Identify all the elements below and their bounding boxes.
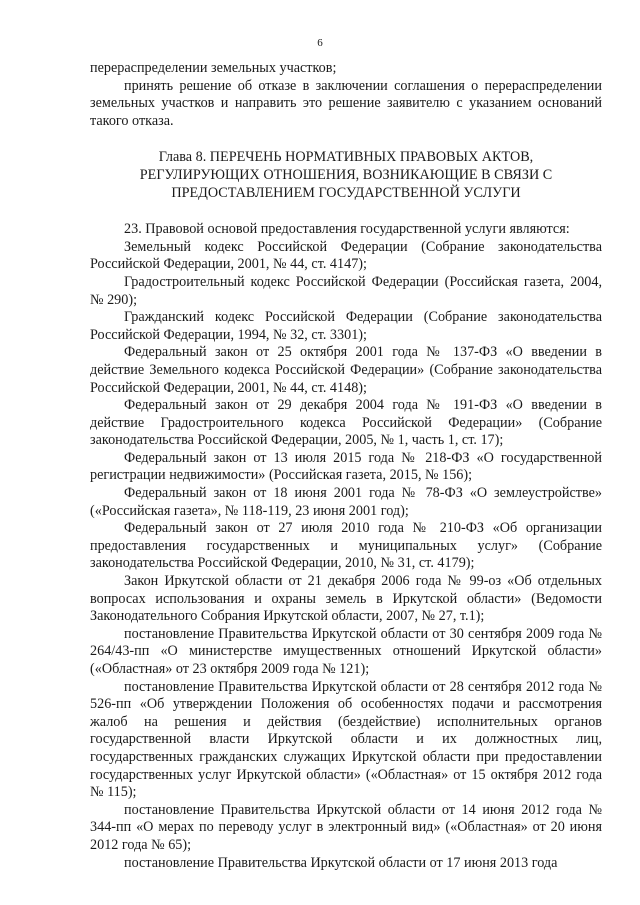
paragraph: Градостроительный кодекс Российской Федерации (Российская газета, 2004, № 290);: [90, 273, 602, 308]
page-number: 6: [317, 37, 323, 49]
paragraph: постановление Правительства Иркутской области от 28 сентября 2012 года № 526-пп «Об утверждении Положения об особенностях подачи и рассмотрения жалоб на решения и действия (бездействие) исполнительных органов государственной власти Иркутской области и их должностных лиц, государственных гражданских служащих Иркутской области при предоставлении государственных услуг Иркутской области» («Областная» от 15 октября 2012 года № 115);: [90, 678, 602, 801]
paragraph: Закон Иркутской области от 21 декабря 2006 года № 99-оз «Об отдельных вопросах использования и охраны земель в Иркутской области» (Ведомости Законодательного Собрания Иркутской области, 2007, № 27, т.1);: [90, 573, 602, 625]
paragraph: Федеральный закон от 18 июня 2001 года № 78-ФЗ «О землеустройстве» («Российская газета», № 118-119, 23 июня 2001 год);: [90, 485, 602, 519]
paragraph: постановление Правительства Иркутской области от 14 июня 2012 года № 344-пп «О мерах по переводу услуг в электронный вид» («Областная» от 20 июня 2012 года № 65);: [90, 801, 602, 853]
paragraph: Федеральный закон от 27 июля 2010 года № 210-ФЗ «Об организации предоставления государственных и муниципальных услуг» (Собрание законодательства Российской Федерации, 2010, № 31, ст. 4179);: [90, 520, 602, 572]
paragraph: Федеральный закон от 25 октября 2001 года № 137-ФЗ «О введении в действие Земельного кодекса Российской Федерации» (Собрание законодательства Российской Федерации, 2001, № 44, ст. 4148);: [90, 344, 602, 396]
paragraph: перераспределении земельных участков;: [90, 60, 337, 76]
paragraph: 23. Правовой основой предоставления государственной услуги являются:: [124, 221, 570, 238]
paragraph: постановление Правительства Иркутской области от 17 июня 2013 года: [124, 854, 558, 871]
paragraph: принять решение об отказе в заключении соглашения о перераспределении земельных участков и направить это решение заявителю с указанием оснований такого отказа.: [90, 77, 602, 129]
chapter-title: Глава 8. ПЕРЕЧЕНЬ НОРМАТИВНЫХ ПРАВОВЫХ АКТОВ, РЕГУЛИРУЮЩИХ ОТНОШЕНИЯ, ВОЗНИКАЮЩИЕ В СВЯЗИ С ПРЕДОСТАВЛЕНИЕМ ГОСУДАРСТВЕННОЙ УСЛУГИ: [139, 149, 553, 201]
paragraph: Гражданский кодекс Российской Федерации (Собрание законодательства Российской Федерации, 1994, № 32, ст. 3301);: [90, 309, 602, 343]
paragraph: постановление Правительства Иркутской области от 30 сентября 2009 года № 264/43-пп «О министерстве имущественных отношений Иркутской области» («Областная» от 23 октября 2009 года № 121);: [90, 625, 602, 677]
body-text: [90, 60, 602, 872]
paragraph: Земельный кодекс Российской Федерации (Собрание законодательства Российской Федерации, 2001, № 44, ст. 4147);: [90, 238, 602, 273]
paragraph: Федеральный закон от 13 июля 2015 года № 218-ФЗ «О государственной регистрации недвижимости» (Российская газета, 2015, № 156);: [90, 449, 602, 484]
paragraph: Федеральный закон от 29 декабря 2004 года № 191-ФЗ «О введении в действие Градостроительного кодекса Российской Федерации» (Собрание законодательства Российской Федерации, 2005, № 1, часть 1, ст. 17);: [90, 397, 602, 449]
